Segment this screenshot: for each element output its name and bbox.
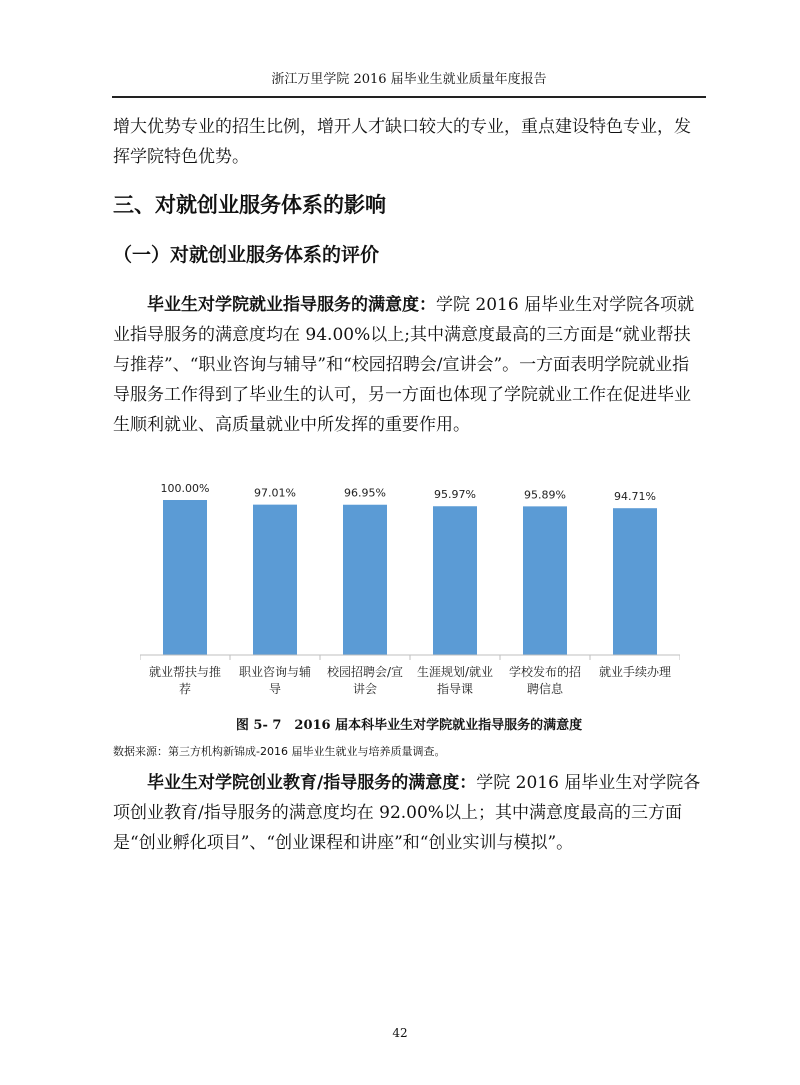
chart-bar	[613, 508, 657, 655]
bar-value-label: 95.97%	[434, 488, 476, 502]
paragraph-2	[113, 290, 703, 440]
paragraph-1: 增大优势专业的招生比例，增开人才缺口较大的专业，重点建设特色专业，发挥学院特色优势。	[113, 117, 691, 167]
paragraph-2-text: 学院 2016 届毕业生对学院各项就业指导服务的满意度均在 94.00%以上;其中满意度最高的三方面是“就业帮扶与推荐”、“职业咨询与辅导”和“校园招聘会/宣讲会”。一方面表明学院就业指导服务工作得到了毕业生的认可，另一方面也体现了学院就业工作在促进毕业生顺利就业、高质量就业中所发挥的重要作用。	[113, 295, 695, 435]
category-label: 职业咨询与辅	[238, 665, 312, 679]
bar-value-label: 100.00%	[160, 482, 210, 495]
chart-bar	[343, 505, 387, 655]
figure-caption: 图 5- 7 2016 届本科毕业生对学院就业指导服务的满意度	[235, 718, 583, 733]
paragraph-3-lead: 毕业生对学院创业教育/指导服务的满意度：	[147, 773, 477, 793]
category-label: 就业帮扶与推	[148, 665, 222, 679]
satisfaction-bar-chart	[140, 470, 680, 710]
category-labels	[149, 664, 671, 696]
category-label: 指导课	[436, 682, 474, 696]
category-label: 就业手续办理	[598, 665, 672, 679]
chart-value-labels	[161, 482, 656, 503]
category-label: 校园招聘会/宣	[326, 665, 404, 679]
paragraph-2-lead: 毕业生对学院就业指导服务的满意度：	[147, 295, 436, 315]
bar-value-label: 96.95%	[344, 486, 386, 500]
header-title: 浙江万里学院 2016 届毕业生就业质量年度报告	[271, 72, 547, 87]
bar-value-label: 95.89%	[524, 488, 566, 502]
x-axis-ticks	[140, 655, 680, 660]
bar-value-label: 94.71%	[614, 490, 656, 504]
section-heading: 三、对就创业服务体系的影响	[113, 193, 386, 217]
bar-value-label: 97.01%	[254, 486, 296, 500]
page-number: 42	[392, 1026, 408, 1040]
category-label: 导	[268, 682, 282, 696]
chart-bar	[523, 506, 567, 655]
category-label: 聘信息	[526, 682, 564, 696]
page-header	[112, 70, 706, 98]
data-source: 数据来源：第三方机构新锦成-2016 届毕业生就业与培养质量调查。	[113, 745, 446, 758]
subsection-heading: （一）对就创业服务体系的评价	[113, 244, 380, 266]
category-label: 生涯规划/就业	[416, 665, 494, 679]
category-label: 学校发布的招	[508, 665, 582, 679]
paragraph-3	[113, 768, 703, 858]
paragraph-3-text: 学院 2016 届毕业生对学院各项创业教育/指导服务的满意度均在 92.00%以上；其中满意度最高的三方面是“创业孵化项目”、“创业课程和讲座”和“创业实训与模拟”。	[113, 773, 701, 853]
chart-bars	[163, 500, 657, 655]
chart-bar	[163, 500, 207, 655]
chart-bar	[253, 505, 297, 655]
category-label: 讲会	[352, 682, 378, 696]
category-label: 荐	[178, 682, 192, 696]
chart-bar	[433, 506, 477, 655]
